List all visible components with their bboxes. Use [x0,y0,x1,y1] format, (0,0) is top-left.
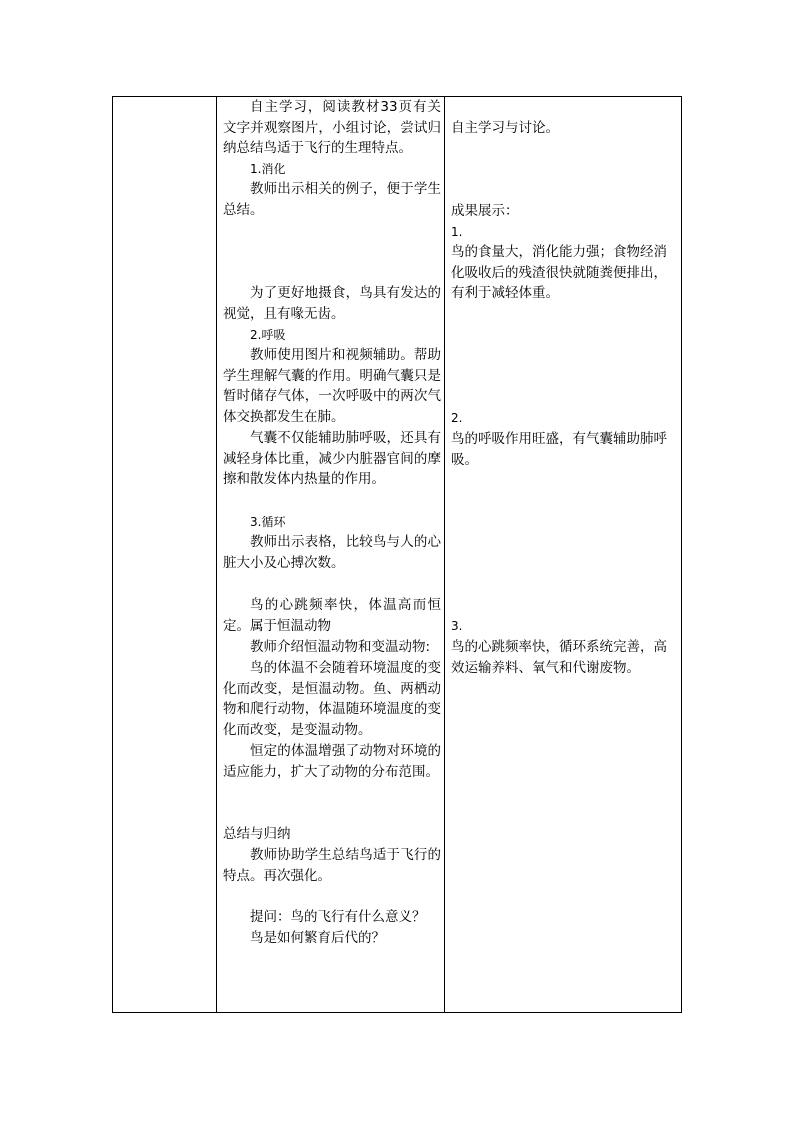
result-2-number: 2. [451,411,463,425]
air-sac-function-paragraph: 气囊不仅能辅助肺呼吸，还具有减轻身体比重，减少内脏器官间的摩擦和散发体内热量的作用。 [223,430,441,487]
digestion-heading: 1.消化 [250,162,286,176]
table-row [113,97,682,1013]
temperature-intro-paragraph: 教师介绍恒温动物和变温动物: [250,639,431,655]
heart-comparison-paragraph: 教师出示表格，比较鸟与人的心脏大小及心搏次数。 [223,534,441,571]
result-1-text: 鸟的食量大，消化能力强；食物经消化吸收后的残渣很快就随粪便排出，有利于减轻体重。 [451,244,667,301]
result-2-text: 鸟的呼吸作用旺盛，有气囊辅助肺呼吸。 [451,431,667,468]
self-study-paragraph: 自主学习，阅读教材33页有关文字并观察图片，小组讨论，尝试归纳总结鸟适于飞行的生理特点。 [223,99,441,156]
respiration-heading: 2.呼吸 [250,328,286,342]
summary-heading: 总结与归纳 [223,826,291,842]
result-3-text: 鸟的心跳频率快，循环系统完善，高效运输养料、氧气和代谢废物。 [451,639,667,676]
lesson-plan-table [112,96,682,1013]
result-1-number: 1. [451,225,463,239]
result-3-number: 3. [451,619,463,633]
air-sac-paragraph: 教师使用图片和视频辅助。帮助学生理解气囊的作用。明确气囊只是暂时储存气体，一次呼吸中的两次气体交换都发生在肺。 [223,347,441,425]
vision-beak-paragraph: 为了更好地摄食，鸟具有发达的视觉，且有喙无齿。 [223,285,441,322]
constant-temperature-paragraph: 恒定的体温增强了动物对环境的适应能力，扩大了动物的分布范围。 [223,743,441,780]
digestion-example-paragraph: 教师出示相关的例子，便于学生总结。 [223,181,441,218]
empty-left-cell [113,97,217,1013]
warm-blooded-paragraph: 鸟的心跳频率快，体温高而恒定。属于恒温动物 [223,597,441,634]
circulation-heading: 3.循环 [250,515,286,529]
teacher-activity-cell [217,97,445,1013]
student-activity-cell [445,97,682,1013]
summary-paragraph: 教师协助学生总结鸟适于飞行的特点。再次强化。 [223,847,441,884]
self-study-discussion: 自主学习与讨论。 [451,120,559,136]
temperature-explanation-paragraph: 鸟的体温不会随着环境温度的变化而改变，是恒温动物。鱼、两栖动物和爬行动物，体温随环境温度的变化而改变，是变温动物。 [223,660,441,738]
question-reproduction: 鸟是如何繁育后代的？ [250,930,385,946]
results-display-label: 成果展示： [451,203,519,219]
question-flight-meaning: 提问：鸟的飞行有什么意义？ [250,909,426,925]
